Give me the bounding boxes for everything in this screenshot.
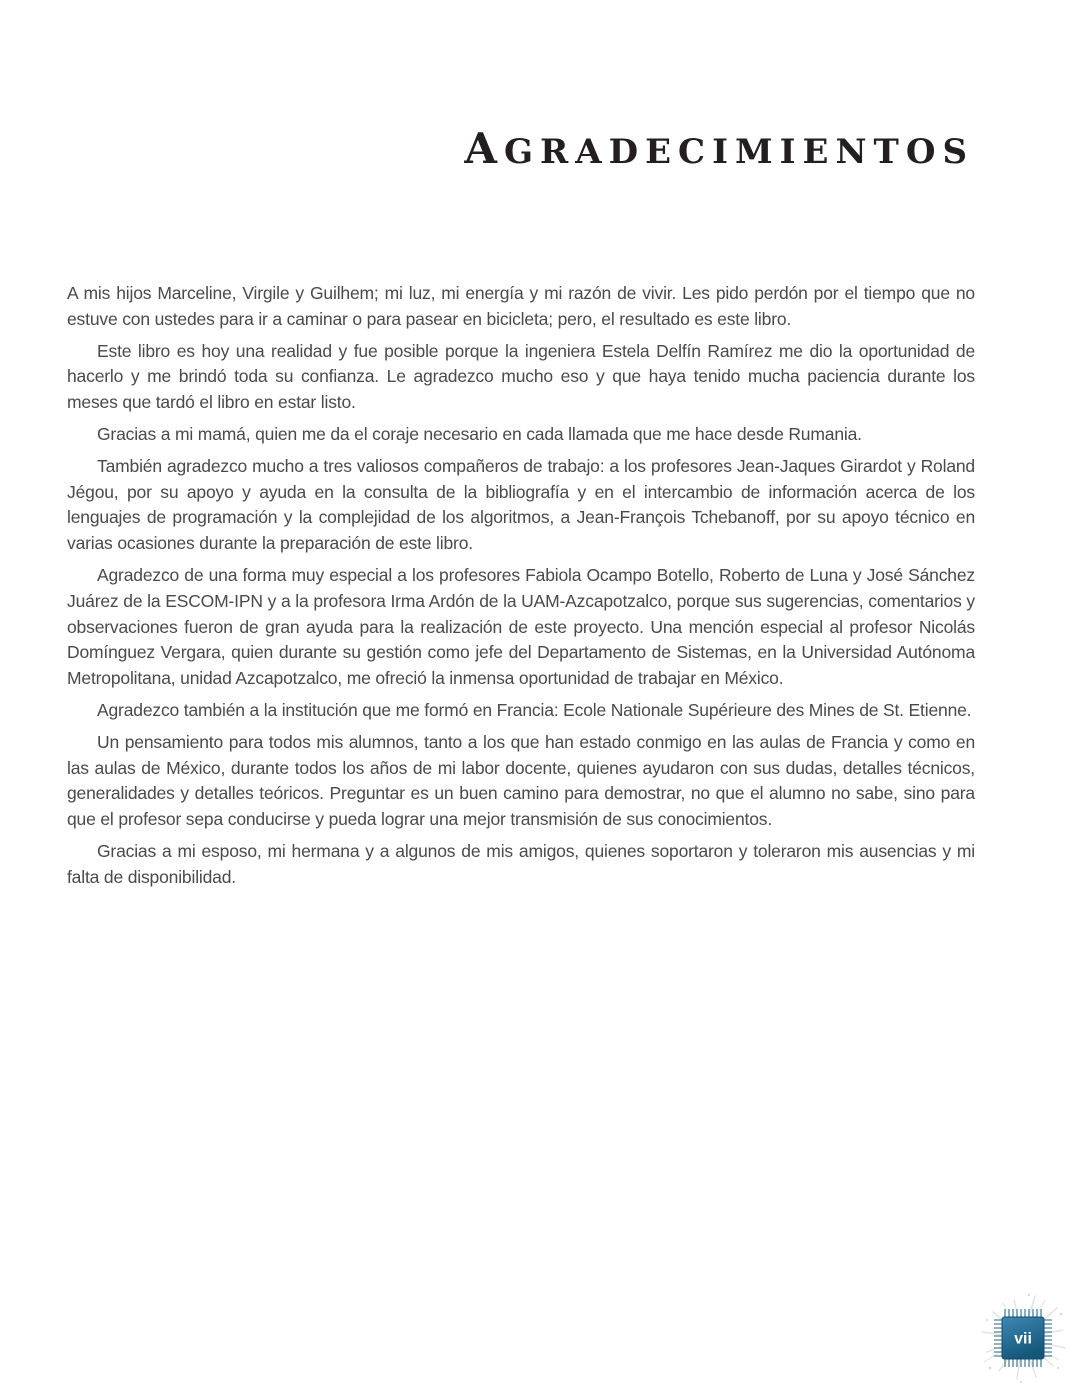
paragraph: Gracias a mi esposo, mi hermana y a algunos de mis amigos, quienes soportaron y toleraron mis ausencias y mi falta de disponibilidad. (67, 840, 975, 887)
acknowledgments-text (67, 281, 975, 897)
paragraph: Este libro es hoy una realidad y fue posible porque la ingeniera Estela Delfín Ramírez me dio la oportunidad de hacerlo y me brindó toda su confianza. Le agradezco mucho eso y que haya tenido mucha paciencia durante los meses que tardó el libro en estar listo. (67, 340, 975, 413)
page-number: vii (1014, 1330, 1032, 1348)
paragraph: A mis hijos Marceline, Virgile y Guilhem; mi luz, mi energía y mi razón de vivir. Les pido perdón por el tiempo que no estuve con ustedes para ir a caminar o para pasear en bicicleta; pero, el resultado es este libro. (67, 283, 975, 329)
page-title: AGRADECIMIENTOS (464, 124, 974, 173)
microchip-icon (976, 1291, 1070, 1385)
paragraph: Agradezco también a la institución que me formó en Francia: Ecole Nationale Supérieure des Mines de St. Etienne. (97, 699, 972, 720)
page-number-badge (976, 1291, 1070, 1385)
paragraph: También agradezco mucho a tres valiosos compañeros de trabajo: a los profesores Jean-Jaques Girardot y Roland Jégou, por su apoyo y ayuda en la consulta de la bibliografía y en el intercambio de información acerca de los lenguajes de programación y la complejidad de los algoritmos, a Jean-François Tchebanoff, por su apoyo técnico en varias ocasiones durante la preparación de este libro. (67, 455, 975, 554)
paragraph: Agradezco de una forma muy especial a los profesores Fabiola Ocampo Botello, Roberto de Luna y José Sánchez Juárez de la ESCOM-IPN y a la profesora Irma Ardón de la UAM-Azcapotzalco, porque sus sugerencias, comentarios y observaciones fueron de gran ayuda para la realización de este proyecto. Una mención especial al profesor Nicolás Domínguez Vergara, quien durante su gestión como jefe del Departamento de Sistemas, en la Universidad Autónoma Metropolitana, unidad Azcapotzalco, me ofreció la inmensa oportunidad de trabajar en México. (67, 564, 975, 689)
paragraph: Gracias a mi mamá, quien me da el coraje necesario en cada llamada que me hace desde Rumania. (97, 423, 862, 444)
paragraph: Un pensamiento para todos mis alumnos, tanto a los que han estado conmigo en las aulas de Francia y como en las aulas de México, durante todos los años de mi labor docente, quienes ayudaron con sus dudas, detalles técnicos, generalidades y detalles teóricos. Preguntar es un buen camino para demostrar, no que el alumno no sabe, sino para que el profesor sepa conducirse y pueda lograr una mejor transmisión de sus conocimientos. (67, 731, 975, 830)
